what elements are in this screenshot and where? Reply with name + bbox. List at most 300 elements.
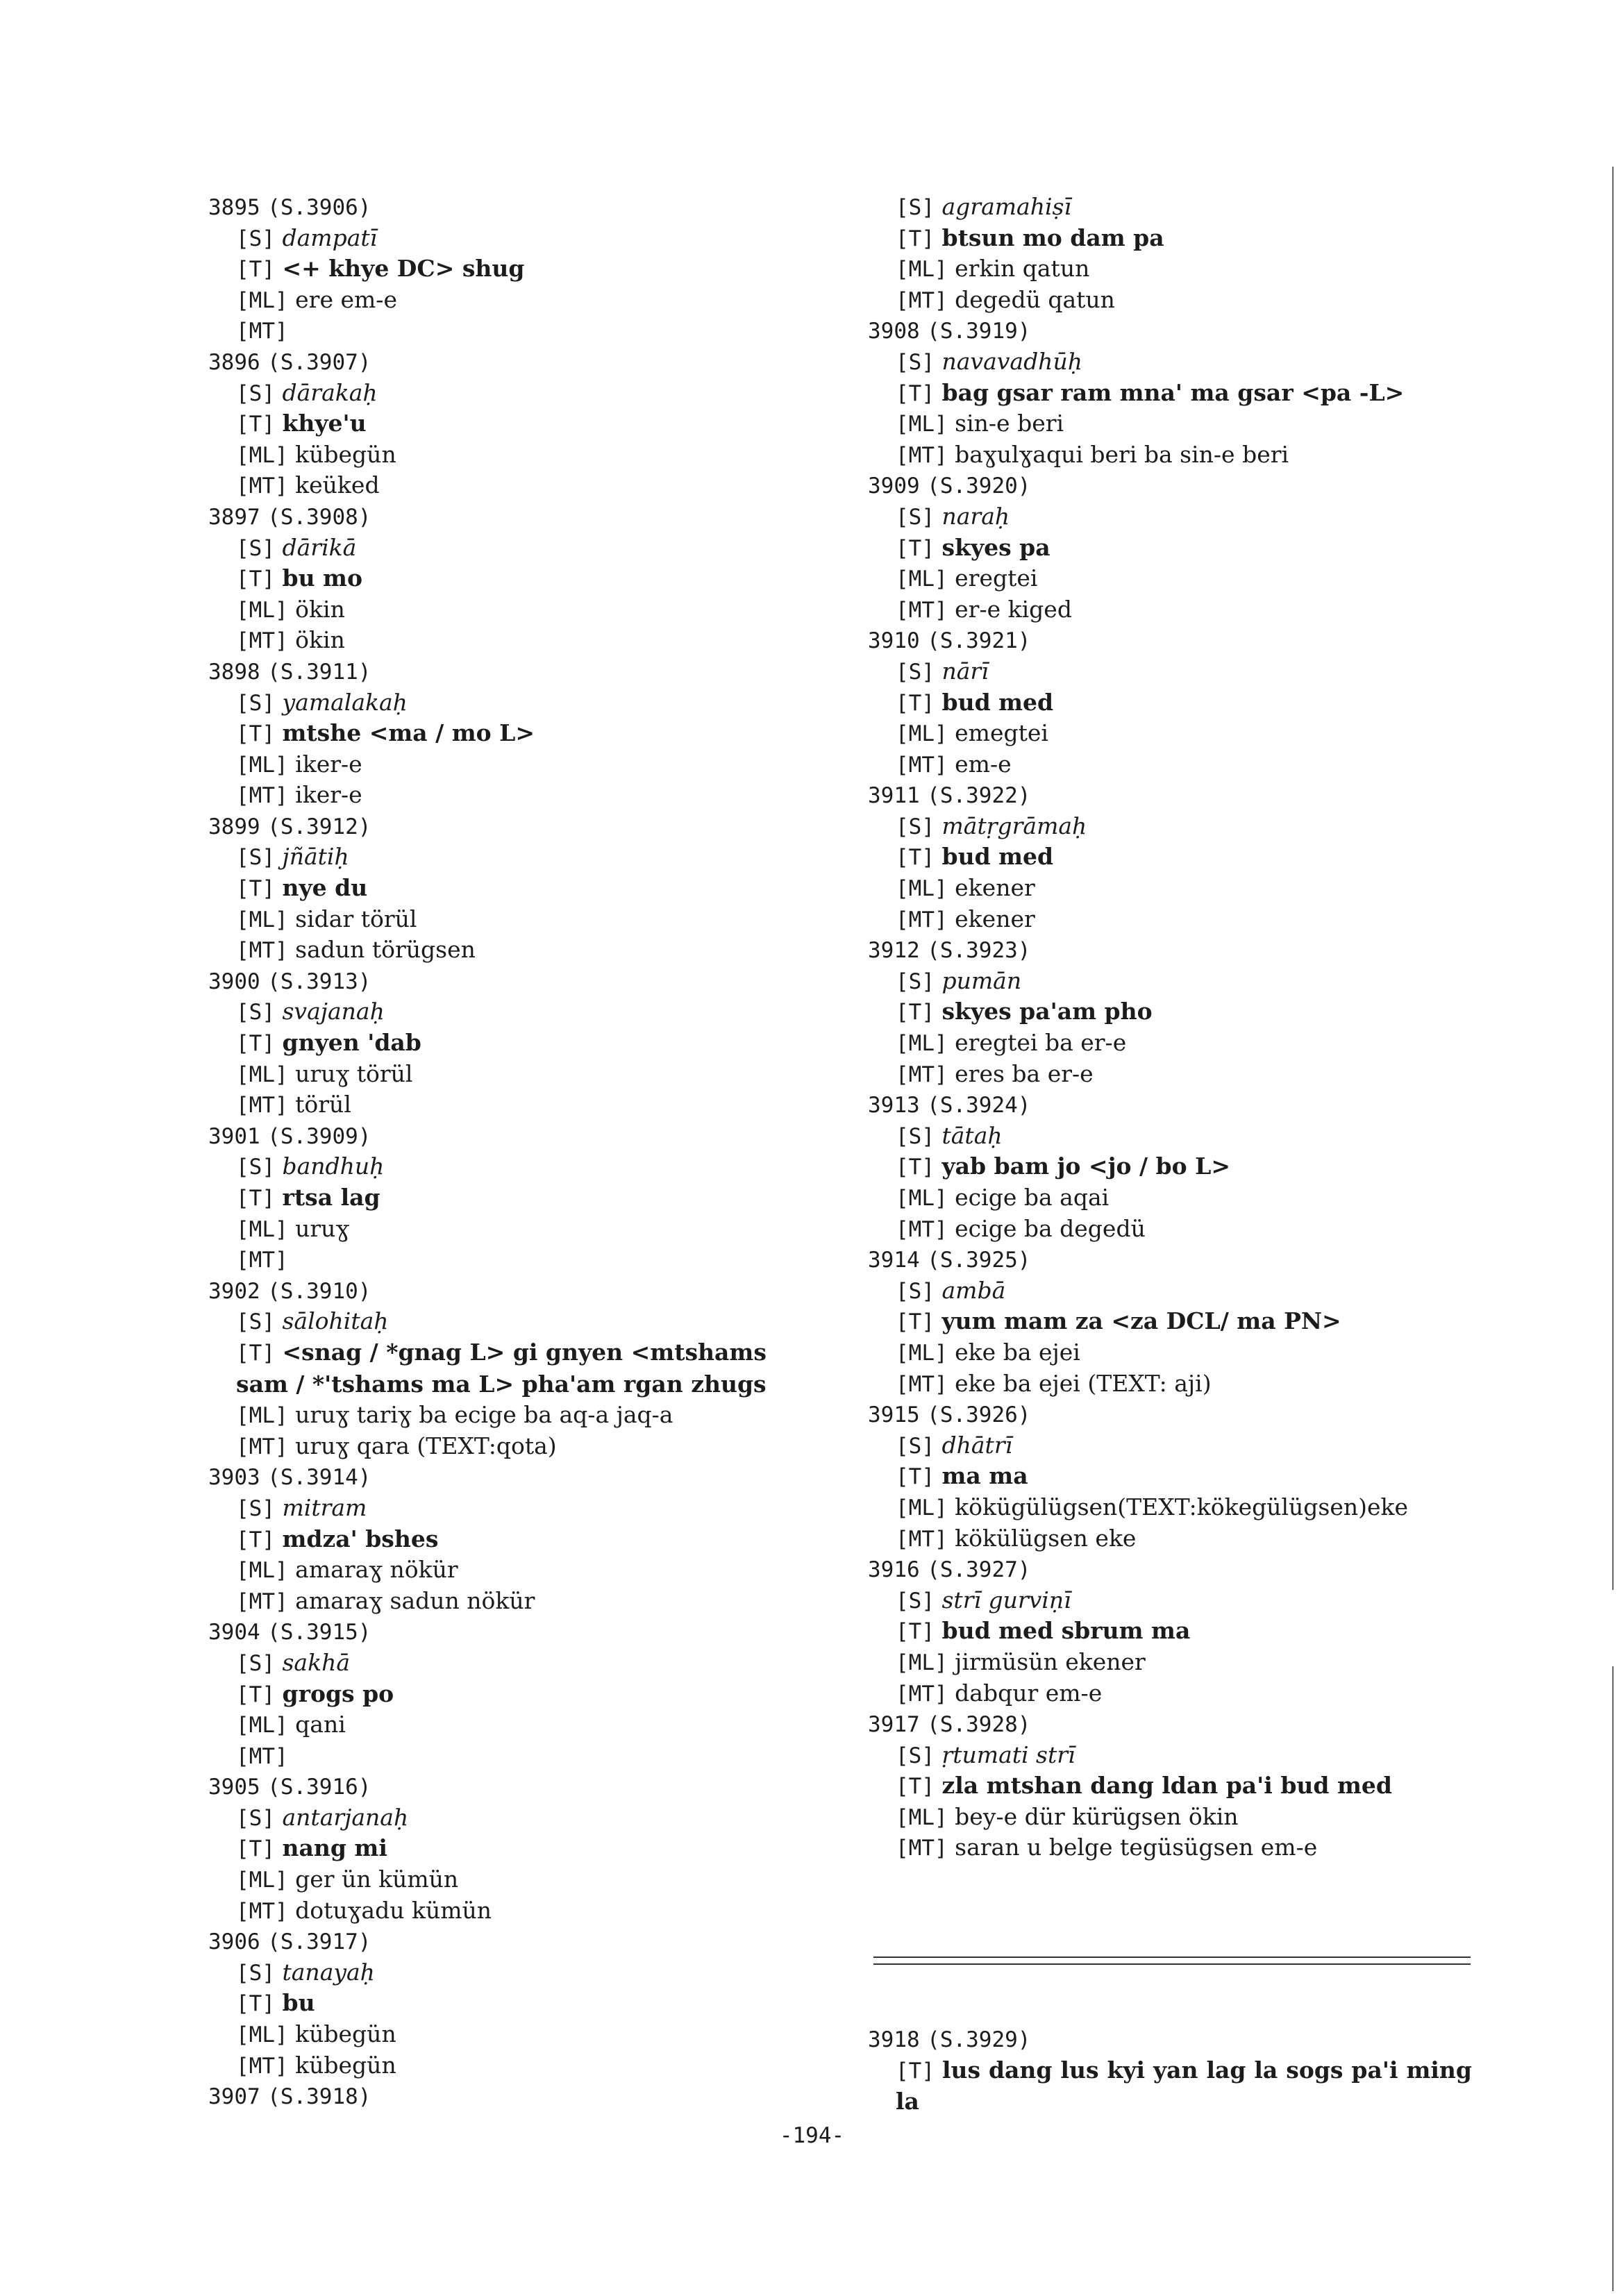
- mongolian-ml-line: [208, 594, 833, 626]
- entry-heading: [208, 501, 833, 533]
- mongolian-ml-value: kübegün: [295, 440, 396, 468]
- sanskrit-value: bandhuḥ: [282, 1153, 385, 1180]
- sanskrit-line: [868, 1275, 1472, 1307]
- entry-number: 3909: [868, 474, 920, 499]
- mongolian-ml-label: [ML]: [896, 1186, 948, 1211]
- sanskrit-label: [S]: [896, 1433, 935, 1459]
- tibetan-label: [T]: [896, 1774, 935, 1800]
- sanskrit-value: svajanaḥ: [282, 998, 385, 1025]
- dictionary-entry: [208, 1461, 833, 1616]
- mongolian-ml-value: jirmüsün ekener: [955, 1648, 1146, 1675]
- entry-ref: (S.3910): [267, 1278, 371, 1304]
- tibetan-value: bu: [282, 1989, 315, 2017]
- entry-ref: (S.3912): [267, 814, 371, 839]
- mongolian-ml-value: erkin qatun: [955, 255, 1090, 283]
- mongolian-mt-label: [MT]: [236, 1589, 288, 1614]
- mongolian-mt-line: [208, 315, 833, 346]
- mongolian-ml-line: [868, 718, 1472, 749]
- sanskrit-line: [868, 192, 1472, 223]
- entry-ref: (S.3917): [267, 1929, 371, 1955]
- sanskrit-line: [208, 533, 833, 564]
- entry-heading: [208, 1461, 833, 1493]
- mongolian-mt-label: [MT]: [896, 752, 948, 778]
- mongolian-ml-value: uruɣ tariɣ ba ecige ba aq-a jaq-a: [295, 1401, 673, 1429]
- mongolian-mt-line: [868, 1214, 1472, 1245]
- mongolian-mt-label: [MT]: [236, 1434, 288, 1459]
- tibetan-line: [868, 1151, 1472, 1182]
- mongolian-mt-line: [208, 1244, 833, 1275]
- mongolian-ml-line: [868, 253, 1472, 285]
- dictionary-entry: [208, 1275, 833, 1462]
- entry-ref: (S.3925): [927, 1248, 1031, 1273]
- tibetan-value: <+ khye DC> shug: [282, 255, 525, 283]
- entry-heading: [868, 315, 1472, 346]
- mongolian-mt-line: [868, 1059, 1472, 1090]
- sanskrit-line: [868, 656, 1472, 687]
- mongolian-ml-value: eke ba ejei: [955, 1338, 1080, 1366]
- mongolian-mt-value: sadun törügsen: [295, 936, 476, 964]
- entry-ref: (S.3906): [267, 195, 371, 220]
- dictionary-entry: [208, 1616, 833, 1771]
- sanskrit-value: dārikā: [282, 533, 357, 561]
- entry-number: 3907: [208, 2084, 260, 2110]
- tibetan-line: [208, 718, 833, 749]
- tibetan-value: bag gsar ram mna' ma gsar <pa -L>: [941, 378, 1405, 406]
- mongolian-ml-value: ecige ba aqai: [955, 1184, 1110, 1211]
- tibetan-value: gnyen 'dab: [282, 1029, 421, 1057]
- sanskrit-label: [S]: [236, 1000, 275, 1025]
- entry-ref: (S.3921): [927, 628, 1031, 654]
- sanskrit-line: [208, 378, 833, 409]
- sanskrit-label: [S]: [896, 195, 935, 220]
- tibetan-value: zla mtshan dang ldan pa'i bud med: [941, 1772, 1392, 1800]
- entry-number: 3896: [208, 349, 260, 375]
- mongolian-mt-label: [MT]: [896, 442, 948, 468]
- mongolian-mt-label: [MT]: [896, 1836, 948, 1861]
- mongolian-mt-label: [MT]: [236, 1898, 288, 1924]
- tibetan-line: [208, 1028, 833, 1059]
- entry-ref: (S.3926): [927, 1402, 1031, 1428]
- dictionary-entry: [208, 192, 833, 346]
- tibetan-value: btsun mo dam pa: [941, 224, 1164, 251]
- dictionary-entry: [868, 1709, 1472, 1863]
- tibetan-line: [208, 1524, 833, 1555]
- sanskrit-line: [868, 1121, 1472, 1152]
- mongolian-ml-line: [868, 563, 1472, 594]
- tibetan-label: [T]: [236, 1682, 275, 1707]
- mongolian-mt-label: [MT]: [896, 287, 948, 313]
- mongolian-ml-label: [ML]: [896, 1804, 948, 1830]
- sanskrit-value: sakhā: [282, 1648, 351, 1676]
- mongolian-mt-value: dabqur em-e: [955, 1679, 1103, 1707]
- mongolian-mt-label: [MT]: [896, 597, 948, 623]
- entry-heading: [208, 1275, 833, 1307]
- entry-number: 3913: [868, 1093, 920, 1118]
- mongolian-ml-line: [208, 1555, 833, 1586]
- mongolian-ml-value: sidar törül: [295, 905, 417, 932]
- dictionary-entry: [868, 315, 1472, 470]
- mongolian-mt-line: [208, 1586, 833, 1617]
- tibetan-label: [T]: [236, 721, 275, 747]
- sanskrit-label: [S]: [896, 1743, 935, 1768]
- mongolian-ml-value: ekener: [955, 874, 1035, 902]
- mongolian-ml-line: [208, 1214, 833, 1245]
- tibetan-line: [208, 1988, 833, 2019]
- mongolian-mt-line: [868, 285, 1472, 316]
- entry-heading: [208, 656, 833, 687]
- dictionary-entry: [208, 1926, 833, 2081]
- entry-heading: [868, 625, 1472, 656]
- mongolian-mt-value: dotuɣadu kümün: [295, 1896, 492, 1924]
- tibetan-value: bud med: [941, 843, 1054, 871]
- tibetan-value: grogs po: [282, 1679, 394, 1707]
- mongolian-ml-label: [ML]: [896, 1340, 948, 1366]
- entry-ref: (S.3929): [927, 2027, 1031, 2052]
- tibetan-value: nang mi: [282, 1834, 387, 1862]
- mongolian-mt-value: ekener: [955, 905, 1035, 932]
- sanskrit-label: [S]: [896, 349, 935, 375]
- sanskrit-value: mātṛgrāmaḥ: [941, 812, 1087, 839]
- sanskrit-value: yamalakaḥ: [282, 688, 408, 716]
- dictionary-entry-continued: [868, 192, 1472, 315]
- mongolian-mt-value: keüked: [295, 471, 380, 499]
- tibetan-label: [T]: [896, 226, 935, 251]
- sanskrit-value: tātaḥ: [941, 1121, 1003, 1149]
- tibetan-line: [868, 841, 1472, 873]
- footnote-entry: [868, 2024, 1479, 2118]
- sanskrit-label: [S]: [236, 535, 275, 561]
- entry-number: 3898: [208, 659, 260, 685]
- entry-number: 3903: [208, 1465, 260, 1491]
- tibetan-label: [T]: [896, 2058, 935, 2084]
- mongolian-mt-label: [MT]: [236, 783, 288, 809]
- mongolian-ml-value: ere em-e: [295, 285, 397, 313]
- entry-number: 3901: [208, 1123, 260, 1149]
- mongolian-ml-label: [ML]: [896, 876, 948, 902]
- tibetan-value: lus dang lus kyi yan lag la sogs pa'i ming la: [896, 2056, 1472, 2115]
- tibetan-value: <snag / *gnag L> gi gnyen <mtshams sam / *'tshams ma L> pha'am rgan zhugs: [236, 1338, 767, 1398]
- sanskrit-label: [S]: [236, 1495, 275, 1521]
- tibetan-value: bud med sbrum ma: [941, 1617, 1191, 1645]
- mongolian-ml-value: amaraɣ nökür: [295, 1556, 458, 1584]
- entry-number: 3908: [868, 319, 920, 344]
- mongolian-mt-line: [868, 1523, 1472, 1555]
- tibetan-label: [T]: [896, 1619, 935, 1645]
- mongolian-ml-label: [ML]: [236, 2022, 288, 2048]
- tibetan-value: mdza' bshes: [282, 1525, 439, 1552]
- mongolian-ml-line: [868, 1028, 1472, 1059]
- entry-ref: (S.3913): [267, 969, 371, 994]
- mongolian-ml-value: qani: [295, 1711, 346, 1738]
- mongolian-mt-label: [MT]: [896, 1526, 948, 1552]
- sanskrit-value: agramahiṣī: [941, 193, 1072, 220]
- mongolian-ml-label: [ML]: [236, 1558, 288, 1584]
- mongolian-ml-label: [ML]: [236, 907, 288, 932]
- sanskrit-label: [S]: [896, 659, 935, 685]
- sanskrit-line: [868, 966, 1472, 997]
- mongolian-ml-label: [ML]: [236, 1713, 288, 1738]
- entry-heading: [208, 1771, 833, 1802]
- dictionary-entry: [868, 625, 1472, 780]
- mongolian-ml-line: [208, 1709, 833, 1741]
- sanskrit-line: [208, 1306, 833, 1337]
- mongolian-ml-label: [ML]: [236, 442, 288, 468]
- tibetan-value: yum mam za <za DCL/ ma PN>: [941, 1307, 1341, 1335]
- entry-ref: (S.3915): [267, 1620, 371, 1645]
- entry-heading: [868, 1399, 1472, 1430]
- sanskrit-label: [S]: [236, 690, 275, 716]
- mongolian-ml-value: kübegün: [295, 2020, 396, 2048]
- entry-heading: [208, 192, 833, 223]
- entry-ref: (S.3923): [927, 938, 1031, 964]
- tibetan-line: [208, 1337, 798, 1400]
- tibetan-label: [T]: [236, 412, 275, 437]
- mongolian-mt-line: [868, 439, 1472, 471]
- dictionary-entry: [868, 1554, 1472, 1709]
- mongolian-mt-value: kübegün: [295, 2051, 396, 2079]
- sanskrit-label: [S]: [236, 845, 275, 871]
- sanskrit-value: nārī: [941, 657, 989, 685]
- mongolian-mt-value: kökülügsen eke: [955, 1524, 1137, 1552]
- mongolian-mt-line: [868, 1832, 1472, 1863]
- mongolian-mt-line: [208, 1741, 833, 1772]
- mongolian-mt-line: [208, 935, 833, 966]
- sanskrit-line: [208, 223, 833, 254]
- entry-ref: (S.3924): [927, 1093, 1031, 1118]
- mongolian-mt-line: [208, 625, 833, 656]
- sanskrit-line: [868, 1585, 1472, 1616]
- mongolian-mt-line: [208, 1895, 833, 1927]
- footnote-separator: [873, 1956, 1471, 1965]
- mongolian-mt-label: [MT]: [896, 1062, 948, 1087]
- tibetan-label: [T]: [236, 1340, 275, 1366]
- entry-ref: (S.3908): [267, 504, 371, 530]
- right-column: [868, 192, 1472, 1863]
- mongolian-mt-label: [MT]: [236, 628, 288, 654]
- mongolian-ml-label: [ML]: [896, 567, 948, 592]
- entry-heading: [868, 780, 1472, 811]
- tibetan-value: bud med: [941, 688, 1054, 716]
- sanskrit-value: mitram: [282, 1493, 367, 1521]
- sanskrit-label: [S]: [896, 1123, 935, 1149]
- entry-ref: (S.3916): [267, 1775, 371, 1800]
- entry-number: 3897: [208, 504, 260, 530]
- entry-number: 3915: [868, 1402, 920, 1428]
- tibetan-label: [T]: [896, 1000, 935, 1025]
- mongolian-ml-label: [ML]: [896, 257, 948, 283]
- dictionary-entry: [868, 1244, 1472, 1399]
- tibetan-value: mtshe <ma / mo L>: [282, 719, 535, 747]
- mongolian-mt-value: baɣulɣaqui beri ba sin-e beri: [955, 440, 1289, 468]
- mongolian-ml-label: [ML]: [896, 1495, 948, 1520]
- sanskrit-label: [S]: [236, 1309, 275, 1335]
- entry-heading: [868, 1244, 1472, 1275]
- mongolian-mt-label: [MT]: [236, 2053, 288, 2079]
- mongolian-mt-line: [208, 780, 833, 811]
- dictionary-entry: [868, 1399, 1472, 1554]
- mongolian-mt-value: iker-e: [295, 781, 362, 809]
- mongolian-ml-value: emegtei: [955, 719, 1048, 747]
- mongolian-ml-value: uruɣ: [295, 1214, 350, 1242]
- mongolian-mt-value: törül: [295, 1091, 351, 1118]
- entry-heading: [868, 1554, 1472, 1585]
- mongolian-ml-line: [208, 285, 833, 316]
- mongolian-mt-line: [208, 1431, 833, 1462]
- tibetan-line: [868, 533, 1472, 564]
- tibetan-label: [T]: [896, 1155, 935, 1180]
- entry-heading: [868, 470, 1472, 501]
- mongolian-mt-label: [MT]: [896, 1681, 948, 1707]
- mongolian-mt-line: [208, 470, 833, 501]
- mongolian-ml-value: bey-e dür kürügsen ökin: [955, 1802, 1239, 1830]
- tibetan-line: [208, 1182, 833, 1214]
- sanskrit-line: [868, 1740, 1472, 1771]
- entry-heading: [208, 811, 833, 842]
- sanskrit-label: [S]: [236, 226, 275, 251]
- tibetan-line: [868, 1616, 1472, 1647]
- mongolian-mt-value: amaraɣ sadun nökür: [295, 1586, 535, 1614]
- entry-heading: [868, 1089, 1472, 1121]
- tibetan-label: [T]: [896, 380, 935, 406]
- entry-number: 3904: [208, 1620, 260, 1645]
- mongolian-ml-label: [ML]: [236, 752, 288, 778]
- mongolian-ml-value: iker-e: [295, 750, 362, 778]
- mongolian-mt-line: [208, 1089, 833, 1121]
- mongolian-ml-line: [868, 1647, 1472, 1678]
- entry-number: 3910: [868, 628, 920, 654]
- mongolian-ml-value: eregtei: [955, 564, 1038, 592]
- left-column: [208, 192, 833, 2112]
- tibetan-line: [868, 996, 1472, 1028]
- mongolian-mt-value: saran u belge tegüsügsen em-e: [955, 1834, 1318, 1861]
- sanskrit-value: dārakaḥ: [282, 378, 378, 406]
- dictionary-entry: [868, 780, 1472, 935]
- sanskrit-label: [S]: [236, 1805, 275, 1831]
- tibetan-label: [T]: [896, 845, 935, 871]
- sanskrit-value: dampatī: [282, 224, 378, 251]
- entry-heading: [868, 935, 1472, 966]
- mongolian-mt-value: eke ba ejei (TEXT: aji): [955, 1369, 1212, 1397]
- entry-heading: [208, 1926, 833, 1957]
- tibetan-line: [208, 253, 833, 285]
- tibetan-value: rtsa lag: [282, 1184, 380, 1211]
- sanskrit-value: ṛtumati strī: [941, 1741, 1075, 1768]
- mongolian-mt-line: [208, 2050, 833, 2081]
- mongolian-ml-line: [208, 2019, 833, 2050]
- sanskrit-value: tanayaḥ: [282, 1958, 375, 1986]
- mongolian-mt-value: uruɣ qara (TEXT:qota): [295, 1432, 557, 1459]
- entry-ref: (S.3909): [267, 1123, 371, 1149]
- sanskrit-label: [S]: [896, 1278, 935, 1304]
- mongolian-ml-value: sin-e beri: [955, 410, 1064, 437]
- mongolian-ml-label: [ML]: [236, 1403, 288, 1429]
- sanskrit-label: [S]: [236, 1960, 275, 1986]
- mongolian-mt-label: [MT]: [896, 907, 948, 932]
- sanskrit-value: sālohitaḥ: [282, 1307, 389, 1335]
- sanskrit-label: [S]: [896, 1588, 935, 1614]
- mongolian-ml-line: [868, 1492, 1472, 1523]
- entry-heading: [208, 966, 833, 997]
- mongolian-mt-line: [868, 1368, 1472, 1400]
- tibetan-line: [868, 687, 1472, 719]
- mongolian-ml-value: eregtei ba er-e: [955, 1029, 1127, 1057]
- sanskrit-line: [208, 1151, 833, 1182]
- dictionary-entry: [208, 501, 833, 656]
- tibetan-value: bu mo: [282, 564, 362, 592]
- entry-ref: (S.3907): [267, 349, 371, 375]
- mongolian-mt-value: ecige ba degedü: [955, 1214, 1146, 1242]
- entry-ref: (S.3918): [267, 2084, 371, 2110]
- tibetan-label: [T]: [896, 535, 935, 561]
- dictionary-entry: [208, 346, 833, 501]
- entry-number: 3916: [868, 1557, 920, 1583]
- mongolian-ml-label: [ML]: [896, 1650, 948, 1675]
- mongolian-ml-line: [208, 1864, 833, 1895]
- mongolian-mt-label: [MT]: [236, 1743, 288, 1769]
- sanskrit-value: naraḥ: [941, 502, 1010, 530]
- tibetan-label: [T]: [236, 1836, 275, 1862]
- mongolian-ml-line: [868, 1802, 1472, 1833]
- tibetan-value: khye'u: [282, 410, 367, 437]
- sanskrit-value: jñātiḥ: [282, 843, 349, 871]
- entry-heading: [868, 1709, 1472, 1740]
- entry-number: 3899: [208, 814, 260, 839]
- mongolian-ml-line: [868, 1337, 1472, 1368]
- tibetan-value: nye du: [282, 874, 368, 902]
- entry-number: 3906: [208, 1929, 260, 1955]
- sanskrit-line: [868, 1430, 1472, 1461]
- mongolian-mt-label: [MT]: [896, 1216, 948, 1242]
- mongolian-mt-label: [MT]: [236, 938, 288, 964]
- tibetan-value: skyes pa'am pho: [941, 998, 1153, 1025]
- entry-number: 3900: [208, 969, 260, 994]
- tibetan-label: [T]: [236, 876, 275, 902]
- mongolian-mt-label: [MT]: [896, 1371, 948, 1397]
- entry-ref: (S.3919): [927, 319, 1031, 344]
- dictionary-entry: [208, 811, 833, 966]
- mongolian-mt-line: [868, 749, 1472, 780]
- dictionary-entry: [208, 1771, 833, 1926]
- mongolian-mt-value: degedü qatun: [955, 285, 1115, 313]
- sanskrit-line: [208, 687, 833, 719]
- mongolian-ml-label: [ML]: [236, 1216, 288, 1242]
- mongolian-ml-value: uruɣ törül: [295, 1059, 413, 1087]
- mongolian-ml-line: [868, 408, 1472, 439]
- mongolian-ml-label: [ML]: [236, 287, 288, 313]
- mongolian-ml-value: ger ün kümün: [295, 1866, 459, 1893]
- dictionary-entry: [208, 966, 833, 1121]
- entry-number: 3914: [868, 1248, 920, 1273]
- sanskrit-value: ambā: [941, 1276, 1006, 1304]
- sanskrit-value: dhātrī: [941, 1431, 1013, 1459]
- mongolian-mt-value: em-e: [955, 750, 1012, 778]
- mongolian-ml-line: [208, 1059, 833, 1090]
- mongolian-mt-line: [868, 904, 1472, 935]
- entry-number: 3918: [868, 2027, 920, 2052]
- dictionary-entry: [868, 1089, 1472, 1244]
- dictionary-entry: [208, 656, 833, 811]
- sanskrit-label: [S]: [236, 1650, 275, 1676]
- sanskrit-line: [208, 1802, 833, 1834]
- tibetan-label: [T]: [896, 1464, 935, 1490]
- sanskrit-line: [208, 996, 833, 1028]
- tibetan-line: [868, 1770, 1472, 1802]
- tibetan-label: [T]: [236, 567, 275, 592]
- sanskrit-label: [S]: [896, 504, 935, 530]
- entry-number: 3895: [208, 195, 260, 220]
- tibetan-line: [868, 223, 1472, 254]
- mongolian-ml-value: kökügülügsen(TEXT:kökegülügsen)eke: [955, 1493, 1409, 1520]
